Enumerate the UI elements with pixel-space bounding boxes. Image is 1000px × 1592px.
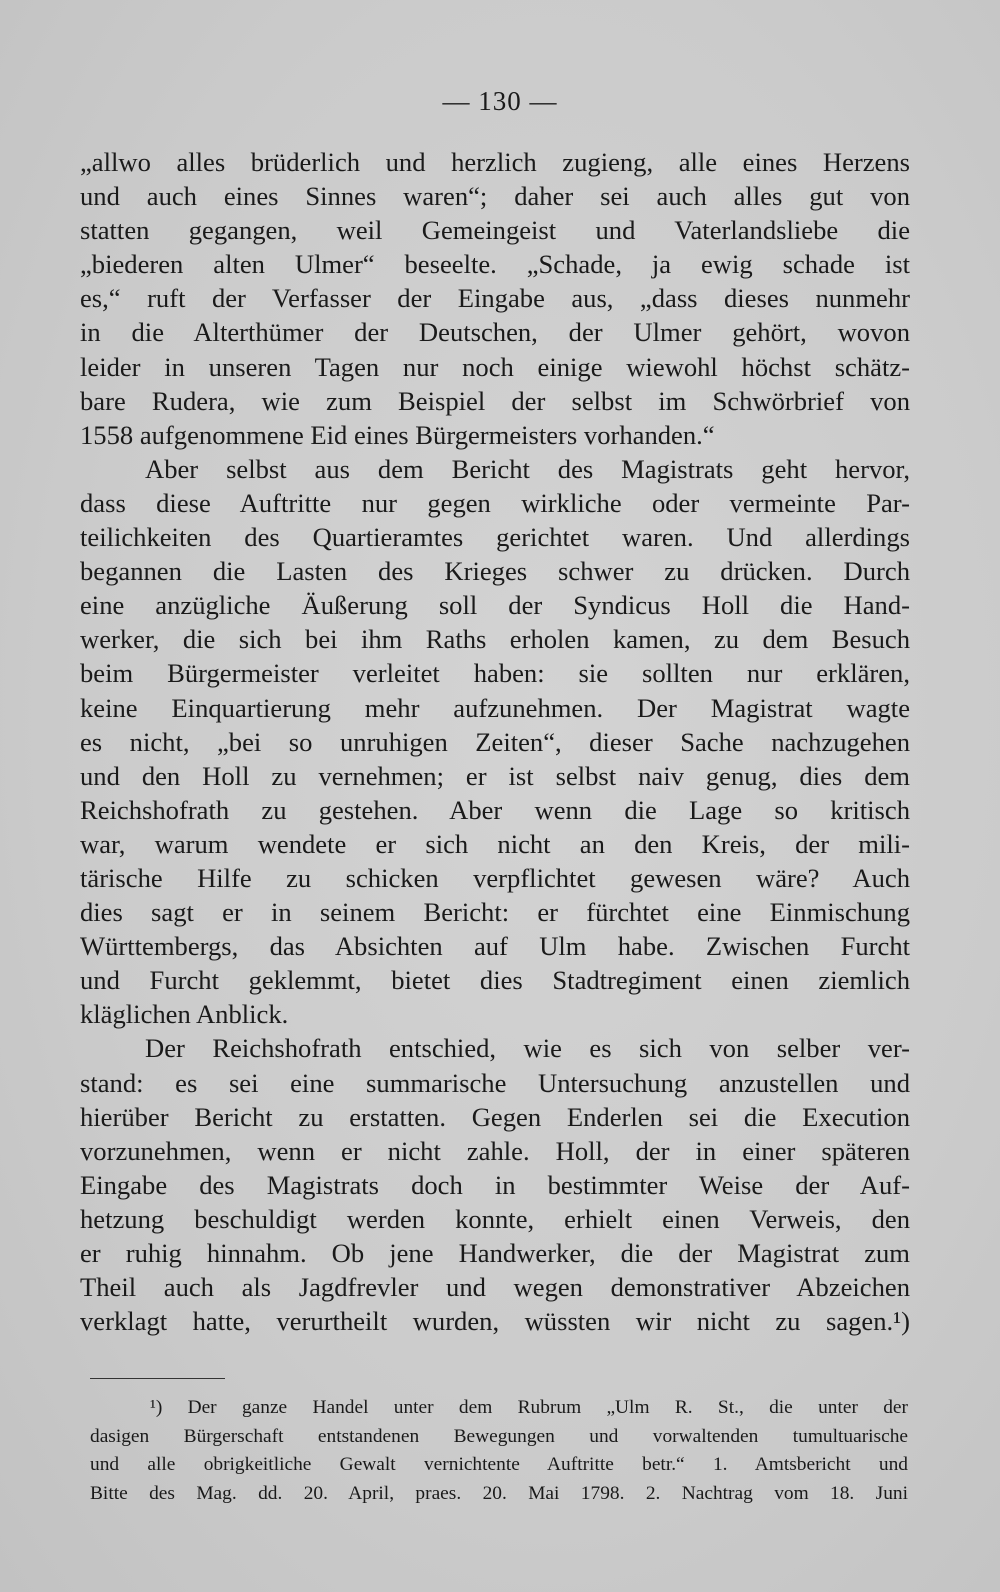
text-line: bare Rudera, wie zum Beispiel der selbst im Schwörbrief von: [80, 385, 910, 416]
text-line: und den Holl zu vernehmen; er ist selbst naiv genug, dies dem: [80, 760, 910, 791]
text-line: Der Reichshofrath entschied, wie es sich von selber ver-: [145, 1033, 910, 1064]
text-line: in die Alterthümer der Deutschen, der Ulmer gehört, wovon: [80, 317, 910, 348]
footnote-line: und alle obrigkeitliche Gewalt vernichtente Auftritte betr.“ 1. Amtsbericht und: [90, 1454, 908, 1476]
text-line: keine Einquartierung mehr aufzunehmen. Der Magistrat wagte: [80, 692, 910, 723]
footnote-divider: [90, 1378, 225, 1379]
text-line: stand: es sei eine summarische Untersuchung anzustellen und: [80, 1067, 910, 1098]
text-line: begannen die Lasten des Krieges schwer zu drücken. Durch: [80, 556, 910, 587]
text-line: hierüber Bericht zu erstatten. Gegen Enderlen sei die Execution: [80, 1101, 910, 1132]
body-text: [80, 145, 910, 1338]
text-line: teilichkeiten des Quartieramtes gerichtet waren. Und allerdings: [80, 522, 910, 553]
text-line: Reichshofrath zu gestehen. Aber wenn die Lage so kritisch: [80, 794, 910, 825]
footnote-line: Bitte des Mag. dd. 20. April, praes. 20. Mai 1798. 2. Nachtrag vom 18. Juni: [90, 1482, 908, 1504]
text-line: es nicht, „bei so unruhigen Zeiten“, dieser Sache nachzugehen: [80, 726, 910, 757]
text-line: vorzunehmen, wenn er nicht zahle. Holl, der in einer späteren: [80, 1135, 910, 1166]
text-line: dies sagt er in seinem Bericht: er fürchtet eine Einmischung: [80, 897, 910, 928]
text-line: und Furcht geklemmt, bietet dies Stadtregiment einen ziemlich: [80, 965, 910, 996]
text-line: Theil auch als Jagdfrevler und wegen demonstrativer Abzeichen: [80, 1272, 910, 1303]
footnote-line: dasigen Bürgerschaft entstandenen Bewegungen und vorwaltenden tumultuarische: [90, 1425, 908, 1447]
text-line: tärische Hilfe zu schicken verpflichtet gewesen wäre? Auch: [80, 862, 910, 893]
text-line: und auch eines Sinnes waren“; daher sei auch alles gut von: [80, 181, 910, 212]
text-line: statten gegangen, weil Gemeingeist und Vaterlandsliebe die: [80, 215, 910, 246]
text-line: kläglichen Anblick.: [80, 999, 289, 1030]
text-line: es,“ ruft der Verfasser der Eingabe aus, „dass dieses nunmehr: [80, 283, 910, 314]
page-number-header: — 130 —: [442, 86, 558, 116]
text-line: er ruhig hinnahm. Ob jene Handwerker, die der Magistrat zum: [80, 1238, 910, 1268]
text-line: Aber selbst aus dem Bericht des Magistrats geht hervor,: [145, 453, 910, 484]
text-line: war, warum wendete er sich nicht an den Kreis, der mili-: [80, 828, 910, 859]
footnote-line: ¹) Der ganze Handel unter dem Rubrum „Ulm R. St., die unter der: [150, 1397, 908, 1418]
text-line: verklagt hatte, verurtheilt wurden, wüssten wir nicht zu sagen.¹): [80, 1306, 910, 1337]
text-line: Württembergs, das Absichten auf Ulm habe. Zwischen Furcht: [80, 931, 910, 962]
text-line: werker, die sich bei ihm Raths erholen kamen, zu dem Besuch: [80, 624, 910, 655]
text-line: hetzung beschuldigt werden konnte, erhielt einen Verweis, den: [80, 1203, 910, 1234]
text-line: „biederen alten Ulmer“ beseelte. „Schade, ja ewig schade ist: [80, 249, 910, 280]
text-line: dass diese Auftritte nur gegen wirkliche oder vermeinte Par-: [80, 487, 910, 518]
text-line: 1558 aufgenommene Eid eines Bürgermeisters vorhanden.“: [80, 419, 715, 450]
text-line: „allwo alles brüderlich und herzlich zugieng, alle eines Herzens: [80, 147, 910, 177]
footnote: [90, 1394, 908, 1508]
text-line: leider in unseren Tagen nur noch einige wiewohl höchst schätz-: [80, 351, 910, 382]
text-line: eine anzügliche Äußerung soll der Syndicus Holl die Hand-: [80, 590, 910, 621]
text-line: beim Bürgermeister verleitet haben: sie sollten nur erklären,: [80, 658, 910, 689]
text-line: Eingabe des Magistrats doch in bestimmter Weise der Auf-: [80, 1169, 910, 1200]
